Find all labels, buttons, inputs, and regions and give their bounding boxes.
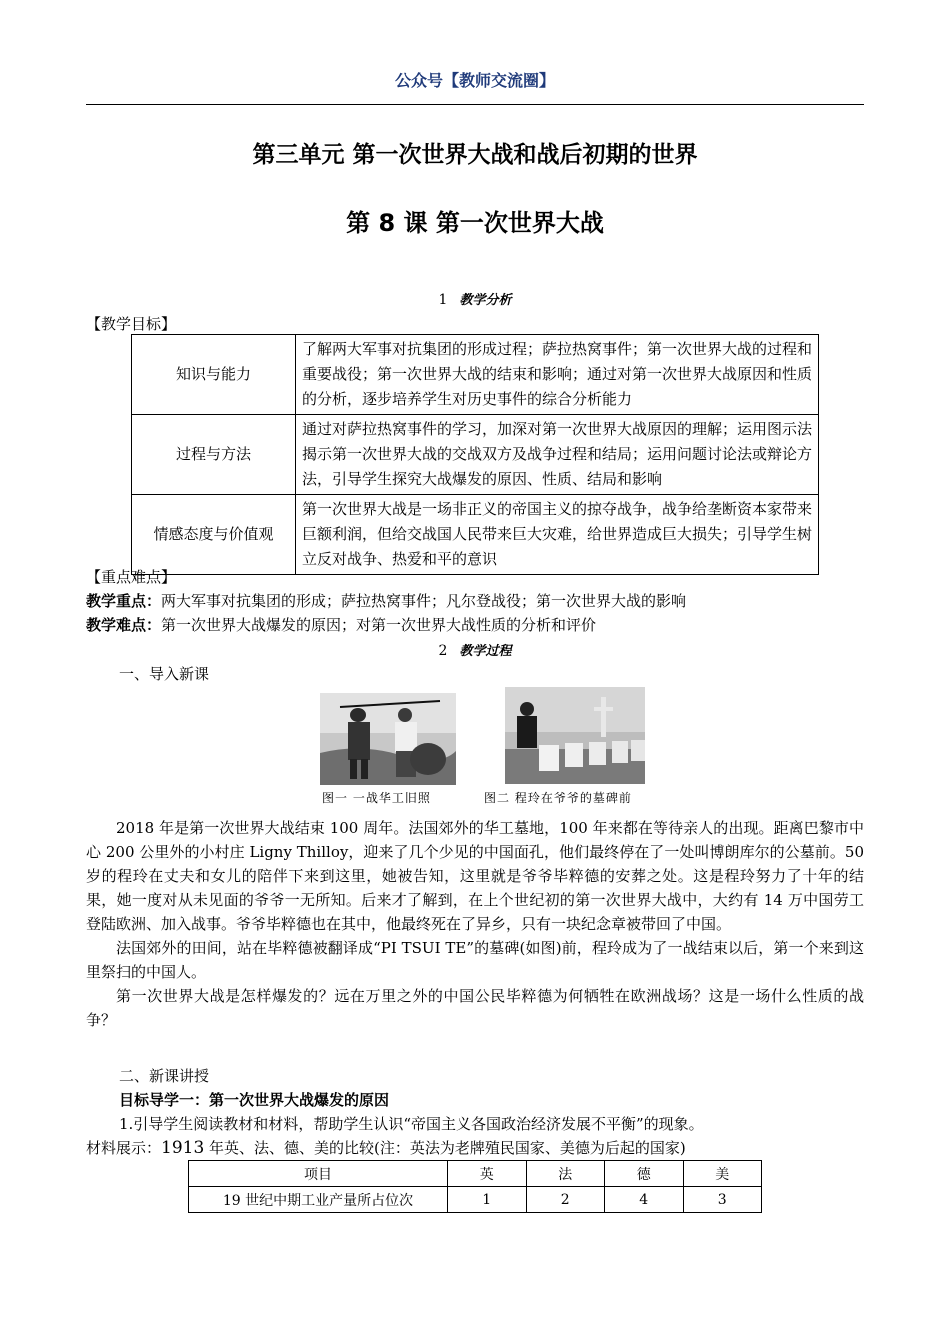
material-line	[86, 1136, 866, 1160]
table-row	[132, 495, 819, 575]
step-1: 1.引导学生阅读教材和材料，帮助学生认识“帝国主义各国政治经济发展不平衡”的现象。	[119, 1115, 704, 1133]
table-row	[132, 335, 819, 415]
section-title: 教学过程	[459, 644, 512, 659]
tombstone-photo-icon	[505, 687, 645, 784]
table-cell: 2	[526, 1187, 605, 1213]
paragraph: 2018 年是第一次世界大战结束 100 周年。法国郊外的华工墓地，100 年来都在等待亲人的出现。距离巴黎市中心 200 公里外的小村庄 Ligny Thilloy，迎来了几个少见的中国面孔，他们最终停在了一处叫博朗库尔的公墓前。50 岁的程玲在丈夫和女儿的陪伴下来到这里，她被告知，这里就是爷爷毕粹德的安葬之处。这是程玲努力了十年的结果，她一度对从未见面的爷爷一无所知。后来才了解到，在上个世纪初的第一次世界大战中，大约有 14 万中国劳工登陆欧洲、加入战事。爷爷毕粹德也在其中，他最终死在了异乡，只有一块纪念章被带回了中国。	[86, 819, 864, 933]
goal-description: 通过对萨拉热窝事件的学习，加深对第一次世界大战原因的理解；运用图示法揭示第一次世界大战的交战双方及战争过程和结局；运用问题讨论法或辩论方法，引导学生探究大战爆发的原因、性质、结局和影响	[296, 415, 819, 495]
difficulties-text: 第一次世界大战爆发的原因；对第一次世界大战性质的分析和评价	[161, 616, 597, 634]
goal-description: 第一次世界大战是一场非正义的帝国主义的掠夺战争，战争给垄断资本家带来巨额利润，但给交战国人民带来巨大灾难，给世界造成巨大损失；引导学生树立反对战争、热爱和平的意识	[296, 495, 819, 575]
table-header: 项目	[189, 1161, 448, 1187]
lesson-title: 第 8 课 第一次世界大战	[346, 209, 604, 237]
caption-fig2: 图二 程玲在爷爷的墓碑前	[484, 791, 632, 805]
photo-tombstone	[505, 687, 645, 784]
table-header: 德	[605, 1161, 684, 1187]
table-cell: 3	[683, 1187, 762, 1213]
new-lesson-heading: 二、新课讲授	[119, 1067, 210, 1085]
material-prefix: 材料展示：	[86, 1139, 162, 1157]
goal-category: 过程与方法	[132, 415, 296, 495]
section-title: 教学分析	[459, 293, 512, 308]
key-points-text: 两大军事对抗集团的形成；萨拉热窝事件；凡尔登战役；第一次世界大战的影响	[161, 592, 687, 610]
intro-paragraphs	[86, 816, 864, 1032]
paragraph: 第一次世界大战是怎样爆发的？远在万里之外的中国公民毕粹德为何牺牲在欧洲战场？这是一场什么性质的战争？	[86, 987, 864, 1029]
table-cell: 19 世纪中期工业产量所占位次	[189, 1187, 448, 1213]
table-cell: 1	[448, 1187, 527, 1213]
material-rest: 年英、法、德、美的比较(注：英法为老牌殖民国家、美德为后起的国家)	[204, 1139, 686, 1157]
goals-table	[131, 334, 819, 575]
key-points	[86, 589, 866, 613]
goals-label: 【教学目标】	[86, 315, 177, 333]
section-heading-analysis	[0, 289, 950, 308]
table-header: 法	[526, 1161, 605, 1187]
table-header: 美	[683, 1161, 762, 1187]
paragraph: 法国郊外的田间，站在毕粹德被翻译成“PI TSUI TE”的墓碑(如图)前，程玲成为了一战结束以后，第一个来到这里祭扫的中国人。	[86, 939, 864, 981]
intro-heading: 一、导入新课	[119, 665, 210, 683]
section-number: 2	[438, 643, 448, 659]
table-header: 英	[448, 1161, 527, 1187]
difficulties-label: 教学难点：	[86, 616, 162, 634]
key-points-label: 教学重点：	[86, 592, 162, 610]
section-number: 1	[438, 292, 448, 308]
difficulties	[86, 613, 866, 637]
table-row	[132, 415, 819, 495]
caption-fig1: 图一 一战华工旧照	[322, 791, 431, 805]
page-header: 公众号【教师交流圈】	[394, 71, 555, 90]
material-year: 1913	[161, 1138, 205, 1158]
unit-title: 第三单元 第一次世界大战和战后初期的世界	[252, 142, 698, 168]
comparison-table	[188, 1160, 762, 1213]
table-row	[189, 1187, 762, 1213]
header-divider	[86, 104, 864, 105]
key-difficulty-label: 【重点难点】	[86, 568, 177, 586]
photo-chinese-laborers	[320, 693, 456, 785]
target-heading-1: 目标导学一：第一次世界大战爆发的原因	[119, 1091, 390, 1109]
goal-category: 知识与能力	[132, 335, 296, 415]
laborers-photo-icon	[320, 693, 456, 785]
section-heading-process	[0, 640, 950, 659]
table-header-row	[189, 1161, 762, 1187]
table-cell: 4	[605, 1187, 684, 1213]
goal-description: 了解两大军事对抗集团的形成过程；萨拉热窝事件；第一次世界大战的过程和重要战役；第一次世界大战的结束和影响；通过对第一次世界大战原因和性质的分析，逐步培养学生对历史事件的综合分析能力	[296, 335, 819, 415]
goal-category: 情感态度与价值观	[132, 495, 296, 575]
